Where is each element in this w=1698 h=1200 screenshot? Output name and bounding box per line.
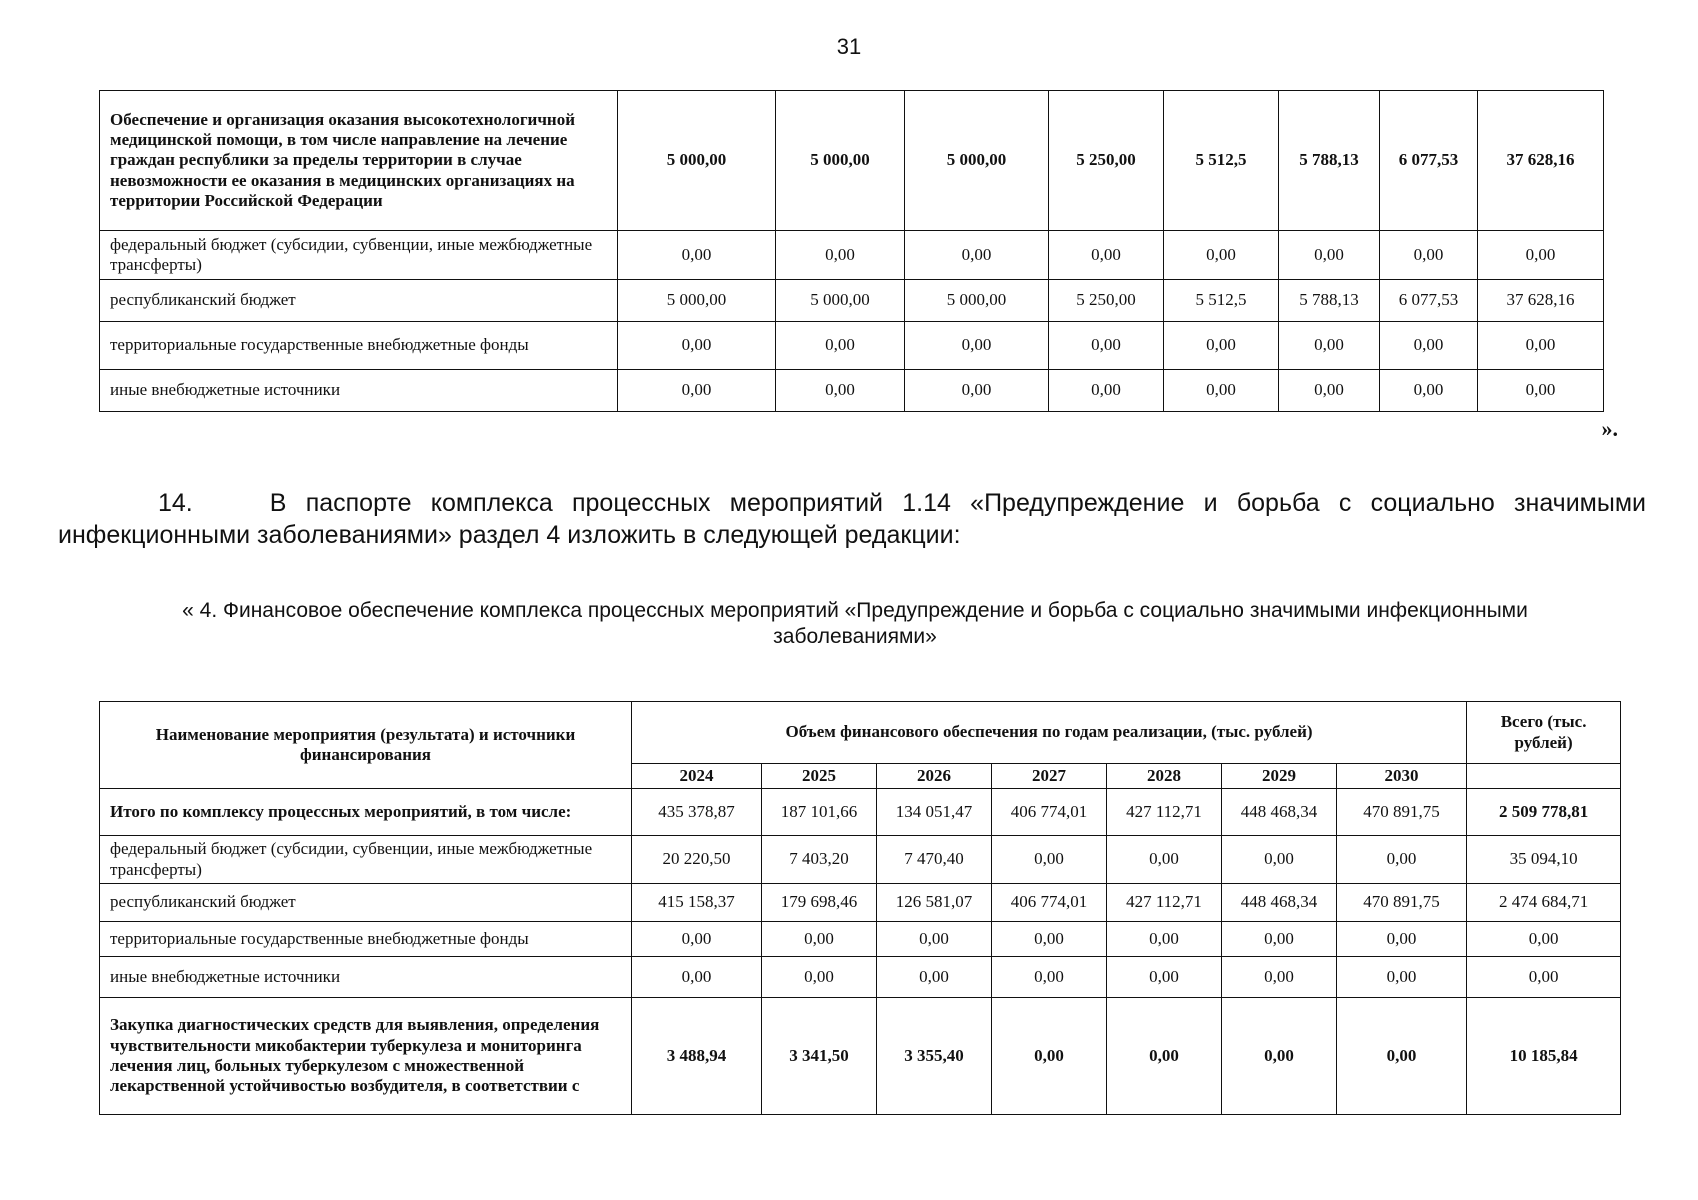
cell-2025: 3 341,50 [762, 998, 877, 1115]
cell-2028: 0,00 [1164, 322, 1279, 370]
cell-total: 37 628,16 [1478, 91, 1604, 231]
cell-2028: 0,00 [1107, 836, 1222, 884]
cell-2024: 435 378,87 [632, 789, 762, 836]
cell-2026: 134 051,47 [877, 789, 992, 836]
cell-2026: 0,00 [877, 922, 992, 957]
cell-2024: 0,00 [618, 370, 776, 412]
table-row [100, 231, 1604, 280]
cell-2028: 5 512,5 [1164, 280, 1279, 322]
row-label: Закупка диагностических средств для выявления, определения чувствительности микобактерии туберкулеза и мониторинга лечения лиц, больных туберкулезом с множественной лекарственной устойчивостью возбудителя, в соответствии с [100, 998, 632, 1115]
cell-2026: 126 581,07 [877, 884, 992, 922]
cell-2029: 5 788,13 [1279, 280, 1380, 322]
cell-2025: 5 000,00 [776, 280, 905, 322]
cell-total: 0,00 [1467, 922, 1621, 957]
cell-2026: 0,00 [905, 370, 1049, 412]
header-year: 2026 [877, 764, 992, 789]
header-activity-name: Наименование мероприятия (результата) и источники финансирования [100, 702, 632, 789]
cell-2026: 5 000,00 [905, 91, 1049, 231]
cell-2026: 0,00 [877, 957, 992, 998]
table-row [100, 884, 1621, 922]
row-label: иные внебюджетные источники [100, 957, 632, 998]
header-year: 2024 [632, 764, 762, 789]
cell-2027: 0,00 [1049, 370, 1164, 412]
cell-2026: 3 355,40 [877, 998, 992, 1115]
header-year: 2029 [1222, 764, 1337, 789]
cell-2027: 0,00 [992, 922, 1107, 957]
cell-total: 37 628,16 [1478, 280, 1604, 322]
cell-2029: 0,00 [1279, 370, 1380, 412]
cell-2030: 0,00 [1337, 957, 1467, 998]
table-row [100, 998, 1621, 1115]
cell-2030: 0,00 [1380, 322, 1478, 370]
cell-2025: 7 403,20 [762, 836, 877, 884]
funding-table [99, 701, 1621, 1115]
cell-total: 0,00 [1478, 322, 1604, 370]
header-year: 2030 [1337, 764, 1467, 789]
cell-2027: 5 250,00 [1049, 280, 1164, 322]
header-funding-volume: Объем финансового обеспечения по годам реализации, (тыс. рублей) [632, 702, 1467, 764]
paragraph-text: В паспорте комплекса процессных мероприятий 1.14 «Предупреждение и борьба с социально значимыми инфекционными заболеваниями» раздел 4 изложить в следующей редакции: [58, 489, 1646, 549]
cell-2030: 470 891,75 [1337, 884, 1467, 922]
cell-2030: 0,00 [1337, 836, 1467, 884]
header-total-empty [1467, 764, 1621, 789]
cell-2026: 0,00 [905, 231, 1049, 280]
cell-2030: 6 077,53 [1380, 280, 1478, 322]
cell-2030: 0,00 [1337, 922, 1467, 957]
page-number: 31 [836, 34, 862, 59]
cell-2024: 5 000,00 [618, 280, 776, 322]
cell-2026: 7 470,40 [877, 836, 992, 884]
row-label: республиканский бюджет [100, 884, 632, 922]
cell-2025: 0,00 [776, 322, 905, 370]
row-label: федеральный бюджет (субсидии, субвенции, иные межбюджетные трансферты) [100, 231, 618, 280]
cell-2024: 0,00 [618, 231, 776, 280]
cell-2024: 0,00 [618, 322, 776, 370]
cell-2028: 0,00 [1107, 922, 1222, 957]
table-row [100, 370, 1604, 412]
cell-2027: 0,00 [1049, 322, 1164, 370]
funding-table-continued [99, 90, 1604, 412]
cell-2025: 179 698,46 [762, 884, 877, 922]
row-label: федеральный бюджет (субсидии, субвенции, иные межбюджетные трансферты) [100, 836, 632, 884]
cell-2027: 0,00 [992, 836, 1107, 884]
table-row [100, 322, 1604, 370]
cell-2024: 5 000,00 [618, 91, 776, 231]
cell-2029: 0,00 [1222, 998, 1337, 1115]
cell-2024: 415 158,37 [632, 884, 762, 922]
row-label: Обеспечение и организация оказания высокотехнологичной медицинской помощи, в том числе направление на лечение граждан республики за пределы территории в случае невозможности ее оказания в медицинских организациях на территории Российской Федерации [100, 91, 618, 231]
header-year: 2025 [762, 764, 877, 789]
cell-2028: 0,00 [1164, 370, 1279, 412]
cell-2030: 470 891,75 [1337, 789, 1467, 836]
cell-total: 0,00 [1478, 231, 1604, 280]
cell-2025: 187 101,66 [762, 789, 877, 836]
cell-2024: 0,00 [632, 957, 762, 998]
cell-2027: 0,00 [992, 957, 1107, 998]
section-title: « 4. Финансовое обеспечение комплекса процессных мероприятий «Предупреждение и борьба с социально значимыми инфекционными заболеваниями» [182, 599, 1528, 648]
cell-2025: 0,00 [776, 231, 905, 280]
cell-2030: 0,00 [1380, 231, 1478, 280]
cell-total: 0,00 [1467, 957, 1621, 998]
cell-total: 0,00 [1478, 370, 1604, 412]
cell-2026: 0,00 [905, 322, 1049, 370]
cell-2030: 0,00 [1380, 370, 1478, 412]
closing-quote: ». [1601, 416, 1618, 441]
cell-2029: 448 468,34 [1222, 789, 1337, 836]
row-label: территориальные государственные внебюджетные фонды [100, 322, 618, 370]
table-row [100, 922, 1621, 957]
header-year: 2028 [1107, 764, 1222, 789]
table-row [100, 836, 1621, 884]
cell-2024: 3 488,94 [632, 998, 762, 1115]
cell-2029: 0,00 [1222, 836, 1337, 884]
table-row [100, 789, 1621, 836]
cell-2030: 6 077,53 [1380, 91, 1478, 231]
cell-2029: 448 468,34 [1222, 884, 1337, 922]
cell-2025: 0,00 [776, 370, 905, 412]
amendment-paragraph [58, 487, 1646, 551]
cell-2025: 0,00 [762, 957, 877, 998]
cell-2029: 0,00 [1279, 322, 1380, 370]
cell-2027: 406 774,01 [992, 789, 1107, 836]
cell-2029: 0,00 [1222, 922, 1337, 957]
cell-2025: 5 000,00 [776, 91, 905, 231]
cell-2027: 0,00 [1049, 231, 1164, 280]
cell-2026: 5 000,00 [905, 280, 1049, 322]
cell-2028: 427 112,71 [1107, 789, 1222, 836]
cell-2025: 0,00 [762, 922, 877, 957]
cell-2028: 0,00 [1164, 231, 1279, 280]
row-label: Итого по комплексу процессных мероприятий, в том числе: [100, 789, 632, 836]
cell-2029: 5 788,13 [1279, 91, 1380, 231]
cell-2024: 20 220,50 [632, 836, 762, 884]
cell-2027: 0,00 [992, 998, 1107, 1115]
table-row [100, 280, 1604, 322]
header-year: 2027 [992, 764, 1107, 789]
cell-2028: 0,00 [1107, 957, 1222, 998]
cell-total: 10 185,84 [1467, 998, 1621, 1115]
table-row [100, 91, 1604, 231]
cell-total: 2 509 778,81 [1467, 789, 1621, 836]
row-label: иные внебюджетные источники [100, 370, 618, 412]
cell-2027: 406 774,01 [992, 884, 1107, 922]
header-total: Всего (тыс. рублей) [1467, 702, 1621, 764]
row-label: территориальные государственные внебюджетные фонды [100, 922, 632, 957]
cell-total: 2 474 684,71 [1467, 884, 1621, 922]
cell-2030: 0,00 [1337, 998, 1467, 1115]
cell-2029: 0,00 [1222, 957, 1337, 998]
cell-2028: 0,00 [1107, 998, 1222, 1115]
cell-total: 35 094,10 [1467, 836, 1621, 884]
paragraph-number: 14. [158, 489, 193, 517]
table-row [100, 957, 1621, 998]
cell-2027: 5 250,00 [1049, 91, 1164, 231]
cell-2024: 0,00 [632, 922, 762, 957]
cell-2029: 0,00 [1279, 231, 1380, 280]
cell-2028: 5 512,5 [1164, 91, 1279, 231]
header-row [100, 702, 1621, 764]
cell-2028: 427 112,71 [1107, 884, 1222, 922]
row-label: республиканский бюджет [100, 280, 618, 322]
